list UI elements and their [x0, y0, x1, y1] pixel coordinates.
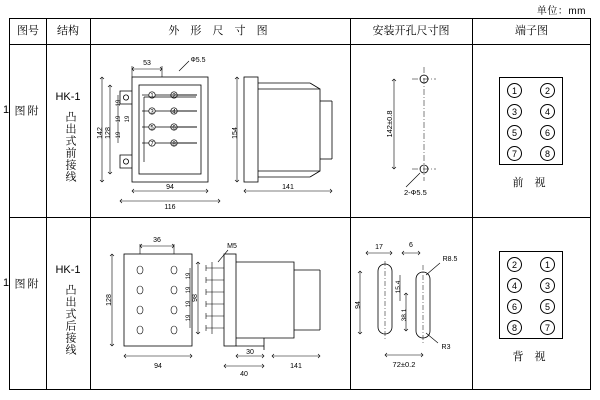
svg-text:141: 141: [282, 184, 294, 191]
svg-text:19: 19: [186, 286, 192, 294]
svg-text:4: 4: [172, 109, 176, 116]
svg-text:19: 19: [125, 115, 131, 123]
svg-text:141: 141: [290, 363, 302, 370]
header-outline: 外 形 尺 寸 图: [168, 25, 272, 37]
svg-text:19: 19: [116, 99, 122, 107]
svg-text:53: 53: [143, 60, 151, 67]
svg-text:128: 128: [105, 127, 112, 139]
header-terminal: 端子图: [515, 25, 548, 37]
svg-text:R8.5: R8.5: [442, 256, 458, 263]
terminal-pin: 8: [540, 146, 555, 161]
row-1-mounting-drawing: [358, 61, 466, 201]
svg-text:3: 3: [150, 109, 154, 116]
svg-text:5: 5: [150, 125, 154, 132]
svg-text:19: 19: [116, 131, 122, 139]
svg-text:98: 98: [192, 294, 199, 302]
terminal-pin: 7: [507, 146, 522, 161]
svg-text:2: 2: [172, 93, 176, 100]
table-vline-3: [350, 19, 351, 389]
svg-text:R3: R3: [441, 344, 451, 351]
header-code: 图号: [17, 25, 39, 37]
svg-text:M5: M5: [227, 243, 237, 250]
table-vline-4: [472, 19, 473, 389]
svg-text:1: 1: [150, 93, 154, 100]
svg-text:19: 19: [116, 115, 122, 123]
unit-note: 单位：mm: [536, 6, 586, 17]
terminal-pin: 8: [507, 320, 522, 335]
terminal-pin: 7: [540, 320, 555, 335]
terminal-pin: 5: [540, 299, 555, 314]
svg-text:Ф5.5: Ф5.5: [190, 57, 206, 64]
terminal-pin: 3: [507, 104, 522, 119]
svg-text:94: 94: [355, 301, 362, 309]
row-2-terminal-pins: [507, 257, 555, 335]
svg-text:142: 142: [97, 127, 104, 139]
svg-text:94: 94: [154, 363, 162, 370]
terminal-pin: 4: [507, 278, 522, 293]
terminal-pin: 6: [507, 299, 522, 314]
svg-text:8: 8: [172, 141, 176, 148]
svg-text:2-Ф5.5: 2-Ф5.5: [404, 188, 427, 197]
row-1-terminal-pins: [507, 83, 555, 161]
row-1-model: HK-1: [55, 91, 81, 103]
terminal-pin: 6: [540, 125, 555, 140]
svg-text:19: 19: [186, 272, 192, 280]
terminal-pin: 1: [540, 257, 555, 272]
svg-text:15.4: 15.4: [395, 280, 402, 294]
svg-text:17: 17: [375, 244, 383, 251]
row-1-code: 附 图 1: [0, 104, 38, 117]
svg-text:7: 7: [150, 141, 154, 148]
row-2-mounting-drawing: [354, 231, 470, 381]
svg-text:38.1: 38.1: [401, 308, 408, 322]
svg-text:6: 6: [172, 125, 176, 132]
row-2-model: HK-1: [55, 264, 81, 276]
svg-text:36: 36: [153, 237, 161, 244]
row-1-terminal-view: 前 视: [512, 177, 550, 189]
terminal-pin: 4: [540, 104, 555, 119]
table-hline-header: [10, 44, 590, 45]
header-structure: 结构: [57, 25, 79, 37]
row-2-structure: 凸出式后接线: [64, 284, 76, 356]
table-hline-rows: [10, 217, 590, 218]
svg-text:19: 19: [186, 300, 192, 308]
svg-text:72±0.2: 72±0.2: [392, 360, 416, 369]
terminal-pin: 1: [507, 83, 522, 98]
row-2-code: 附 图 1: [0, 277, 38, 290]
svg-text:142±0.8: 142±0.8: [385, 110, 394, 138]
row-1-outline-drawing: [94, 49, 348, 214]
svg-text:19: 19: [186, 314, 192, 322]
header-mounting: 安装开孔尺寸图: [372, 25, 450, 37]
svg-text:128: 128: [106, 294, 113, 306]
terminal-pin: 2: [540, 83, 555, 98]
terminal-pin: 5: [507, 125, 522, 140]
table-vline-2: [90, 19, 91, 389]
table-vline-1: [46, 19, 47, 389]
row-2-terminal-view: 背 视: [512, 351, 550, 363]
row-2-outline-drawing: [94, 224, 348, 384]
row-1-structure: 凸出式前接线: [64, 111, 76, 183]
svg-text:40: 40: [240, 371, 248, 378]
terminal-pin: 2: [507, 257, 522, 272]
svg-text:6: 6: [409, 242, 413, 249]
svg-text:30: 30: [246, 349, 254, 356]
svg-text:116: 116: [164, 204, 176, 211]
svg-text:94: 94: [166, 184, 174, 191]
svg-text:154: 154: [232, 127, 239, 139]
terminal-pin: 3: [540, 278, 555, 293]
dimension-table: [0, 18, 591, 390]
